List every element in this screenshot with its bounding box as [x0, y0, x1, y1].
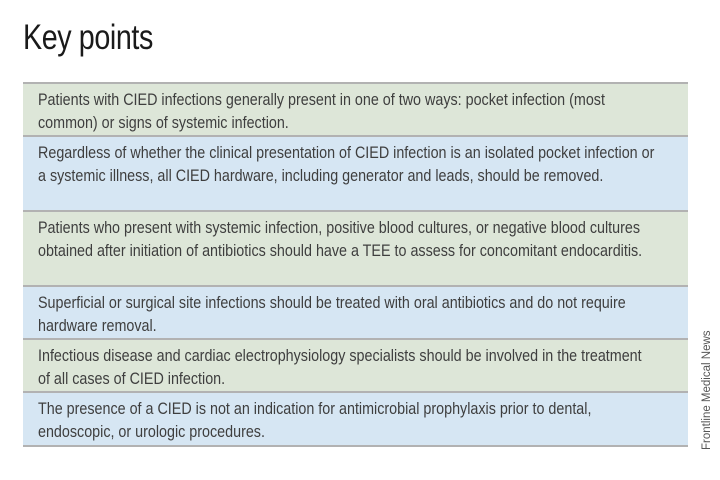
key-point-row	[23, 84, 688, 137]
key-point-text: Patients who present with systemic infection, positive blood cultures, or negative blood cultures obtained after initiation of antibiotics should have a TEE to assess for concomitant endocarditis.	[38, 219, 643, 260]
key-point-row	[23, 137, 688, 212]
key-point-row	[23, 212, 688, 287]
key-point-text: The presence of a CIED is not an indication for antimicrobial prophylaxis prior to dental, endoscopic, or urologic procedures.	[38, 400, 592, 441]
key-point-row	[23, 340, 688, 393]
key-point-text: Superficial or surgical site infections should be treated with oral antibiotics and do not require hardware removal.	[38, 294, 626, 335]
source-credit: Frontline Medical News	[701, 330, 713, 450]
key-point-row	[23, 287, 688, 340]
key-point-text: Infectious disease and cardiac electrophysiology specialists should be involved in the treatment of all cases of CIED infection.	[38, 347, 642, 388]
key-point-row	[23, 393, 688, 447]
page-title: Key points	[23, 18, 153, 57]
key-point-text: Regardless of whether the clinical presentation of CIED infection is an isolated pocket infection or a systemic illness, all CIED hardware, including generator and leads, should be removed.	[38, 144, 655, 185]
key-points-table	[23, 82, 688, 447]
key-point-text: Patients with CIED infections generally present in one of two ways: pocket infection (most common) or signs of systemic infection.	[38, 91, 605, 132]
